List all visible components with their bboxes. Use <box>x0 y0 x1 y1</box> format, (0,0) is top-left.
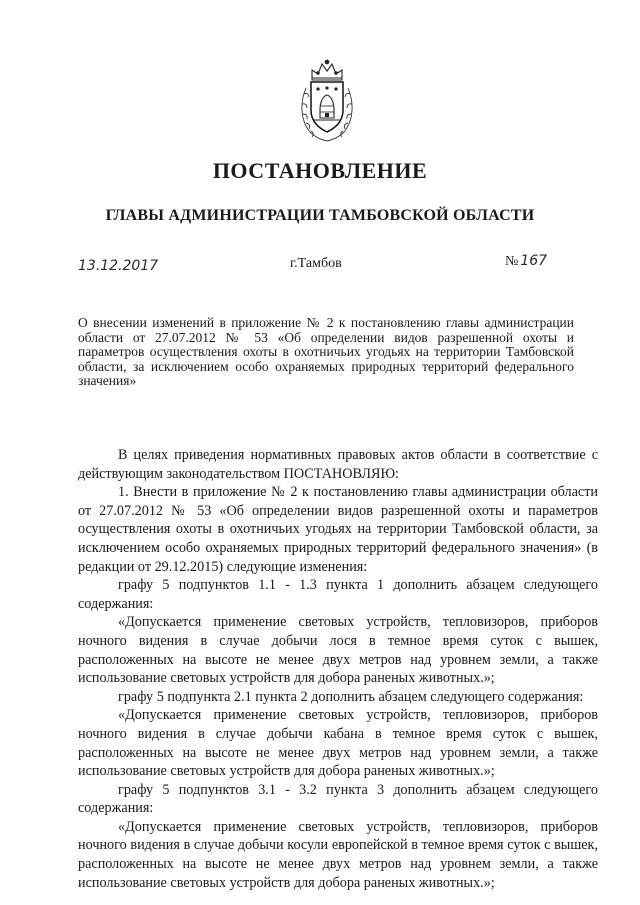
number-value: 167 <box>520 253 548 269</box>
document-date: 13.12.2017 <box>78 258 159 274</box>
document-issuer: ГЛАВЫ АДМИНИСТРАЦИИ ТАМБОВСКОЙ ОБЛАСТИ <box>105 207 535 224</box>
paragraph: «Допускается применение световых устройств, тепловизоров, приборов ночного видения в случае добычи кабана в темное время суток с вышек, расположенных на высоте не менее двух метров над уровнем земли, а также использование световых устройств для добора раненых животных.»; <box>78 707 598 780</box>
document-body <box>78 446 598 892</box>
paragraph: В целях приведения нормативных правовых актов области в соответствие с действующим законодательством ПОСТАНОВЛЯЮ: <box>78 447 598 482</box>
paragraph: графу 5 подпунктов 1.1 - 1.3 пункта 1 дополнить абзацем следующего содержания: <box>78 577 598 612</box>
paragraph: «Допускается применение световых устройств, тепловизоров, приборов ночного видения в случае добычи косули европейской в темное время суток с вышек, расположенных на высоте не менее двух метров над уровнем земли, а также использование световых устройств для добора раненых животных.»; <box>78 818 598 891</box>
document-subject: О внесении изменений в приложение № 2 к постановлению главы администрации области от 27.07.2012 № 53 «Об определении видов разрешенной охоты и параметров осуществления охоты в охотничьих угодьях на территории Тамбовской области, за исключением особо охраняемых природных территорий федерального значения» <box>78 315 574 388</box>
document-number <box>505 253 547 270</box>
paragraph: графу 5 подпункта 2.1 пункта 2 дополнить абзацем следующего содержания: <box>118 688 584 705</box>
paragraph: графу 5 подпунктов 3.1 - 3.2 пункта 3 дополнить абзацем следующего содержания: <box>78 781 598 817</box>
document-city: г.Тамбов <box>290 256 342 271</box>
paragraph: «Допускается применение световых устройств, тепловизоров, приборов ночного видения в случае добычи лося в темное время суток с вышек, расположенных на высоте не менее двух метров над уровнем земли, а также использование световых устройств для добора раненых животных.»; <box>78 614 598 687</box>
coat-of-arms-icon <box>298 58 356 142</box>
paragraph: 1. Внести в приложение № 2 к постановлению главы администрации области от 27.07.2012 № 53 «Об определении видов разрешенной охоты и параметров осуществления охоты в охотничьих угодьях на территории Тамбовской области, за исключением особо охраняемых природных территорий федерального значения» (в редакции от 29.12.2015) следующие изменения: <box>78 484 598 575</box>
document-title: ПОСТАНОВЛЕНИЕ <box>212 158 428 183</box>
number-sign: № <box>505 254 519 269</box>
